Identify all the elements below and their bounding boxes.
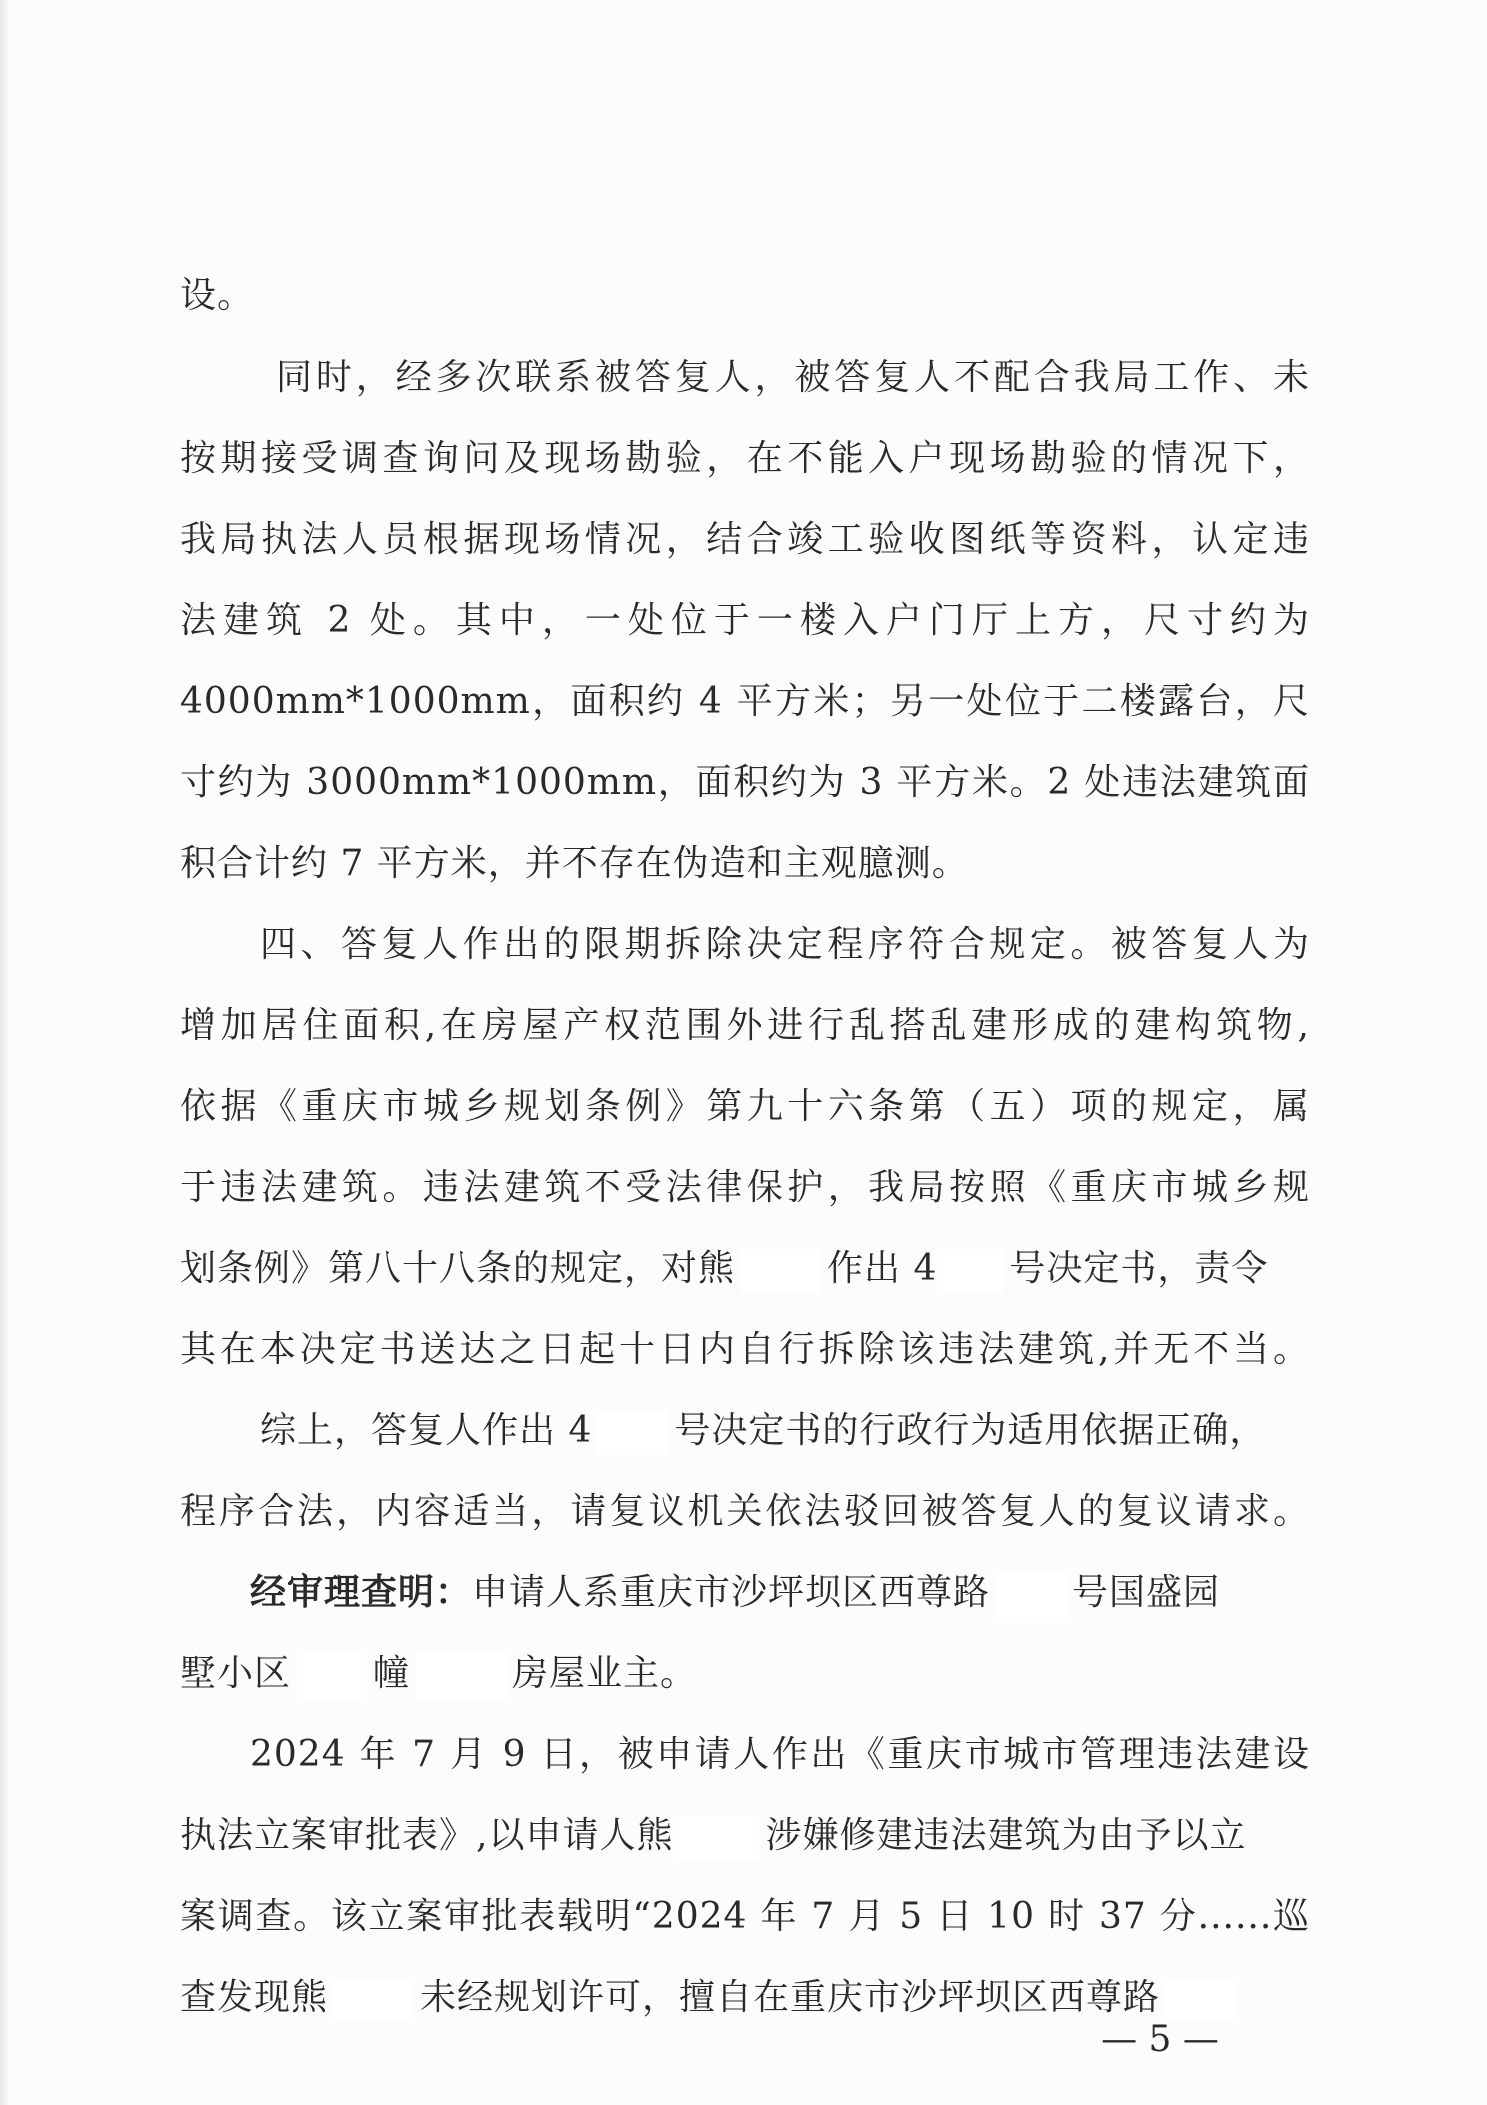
line15-part-b: 号决定书的行政行为适用依据正确，	[674, 1410, 1267, 1451]
text-line-18	[180, 1634, 1310, 1714]
text-line-4: 我局执法人员根据现场情况，结合竣工验收图纸等资料，认定违	[180, 519, 1310, 560]
line20-part-a: 执法立案审批表》,以申请人熊	[180, 1815, 674, 1856]
line22-part-a: 查发现熊	[180, 1977, 329, 2018]
line18-part-c: 房屋业主。	[512, 1653, 698, 1694]
text-line-14: 其在本决定书送达之日起十日内自行拆除该违法建筑,并无不当。	[180, 1329, 1310, 1370]
page-number: — 5 —	[1101, 2019, 1219, 2060]
text-line-3: 按期接受调查询问及现场勘验，在不能入户现场勘验的情况下，	[180, 438, 1310, 479]
text-line-1: 设。	[180, 275, 255, 316]
text-line-8: 积合计约 7 平方米，并不存在伪造和主观臆测。	[180, 843, 969, 884]
text-line-10: 增加居住面积,在房屋产权范围外进行乱搭乱建形成的建构筑物,	[180, 1005, 1310, 1046]
line20-part-b: 涉嫌修建违法建筑为由予以立	[765, 1815, 1247, 1856]
line22-part-b: 未经规划许可，擅自在重庆市沙坪坝区西尊路	[420, 1977, 1161, 2018]
text-line-20	[180, 1796, 1310, 1876]
line13-part-a: 划条例》第八十八条的规定，对熊	[180, 1248, 736, 1289]
text-line-16: 程序合法，内容适当，请复议机关依法驳回被答复人的复议请求。	[180, 1491, 1310, 1532]
text-line-22	[180, 1958, 1180, 2038]
text-line-7: 寸约为 3000mm*1000mm，面积约为 3 平方米。2 处违法建筑面	[180, 762, 1310, 803]
line18-part-b: 幢	[373, 1653, 411, 1694]
redaction-block	[943, 1249, 1003, 1293]
redaction-block	[996, 1573, 1066, 1617]
text-line-5: 法建筑 2 处。其中，一处位于一楼入户门厅上方，尺寸约为	[180, 600, 1310, 641]
redaction-block	[334, 1978, 414, 2022]
line17-part-a: 申请人系重庆市沙坪坝区西尊路	[472, 1572, 991, 1613]
line18-part-a: 墅小区	[180, 1653, 292, 1694]
text-line-12: 于违法建筑。违法建筑不受法律保护，我局按照《重庆市城乡规	[180, 1167, 1310, 1208]
line13-part-c: 号决定书，责令	[1009, 1248, 1269, 1289]
findings-heading: 经审理查明：	[250, 1572, 473, 1613]
redaction-block	[297, 1654, 367, 1698]
text-line-13	[180, 1229, 1310, 1309]
text-line-21: 案调查。该立案审批表载明“2024 年 7 月 5 日 10 时 37 分......巡	[180, 1896, 1310, 1937]
line13-part-b: 作出 4	[827, 1248, 938, 1289]
text-line-11: 依据《重庆市城乡规划条例》第九十六条第（五）项的规定，属	[180, 1086, 1310, 1127]
text-line-17	[250, 1553, 1310, 1633]
redaction-block	[741, 1249, 821, 1293]
text-line-9: 四、答复人作出的限期拆除决定程序符合规定。被答复人为	[260, 924, 1310, 965]
text-line-2: 同时，经多次联系被答复人，被答复人不配合我局工作、未	[276, 357, 1310, 398]
text-line-15	[260, 1391, 1310, 1471]
line15-part-a: 综上，答复人作出 4	[260, 1410, 593, 1451]
redaction-block	[598, 1411, 668, 1455]
redaction-block	[416, 1654, 506, 1698]
text-line-19: 2024 年 7 月 9 日，被申请人作出《重庆市城市管理违法建设	[250, 1734, 1310, 1775]
text-line-6: 4000mm*1000mm，面积约 4 平方米；另一处位于二楼露台，尺	[180, 681, 1310, 722]
redaction-block	[679, 1816, 759, 1860]
page-edge-shadow	[0, 0, 10, 2105]
line17-part-b: 号国盛园	[1072, 1572, 1221, 1613]
